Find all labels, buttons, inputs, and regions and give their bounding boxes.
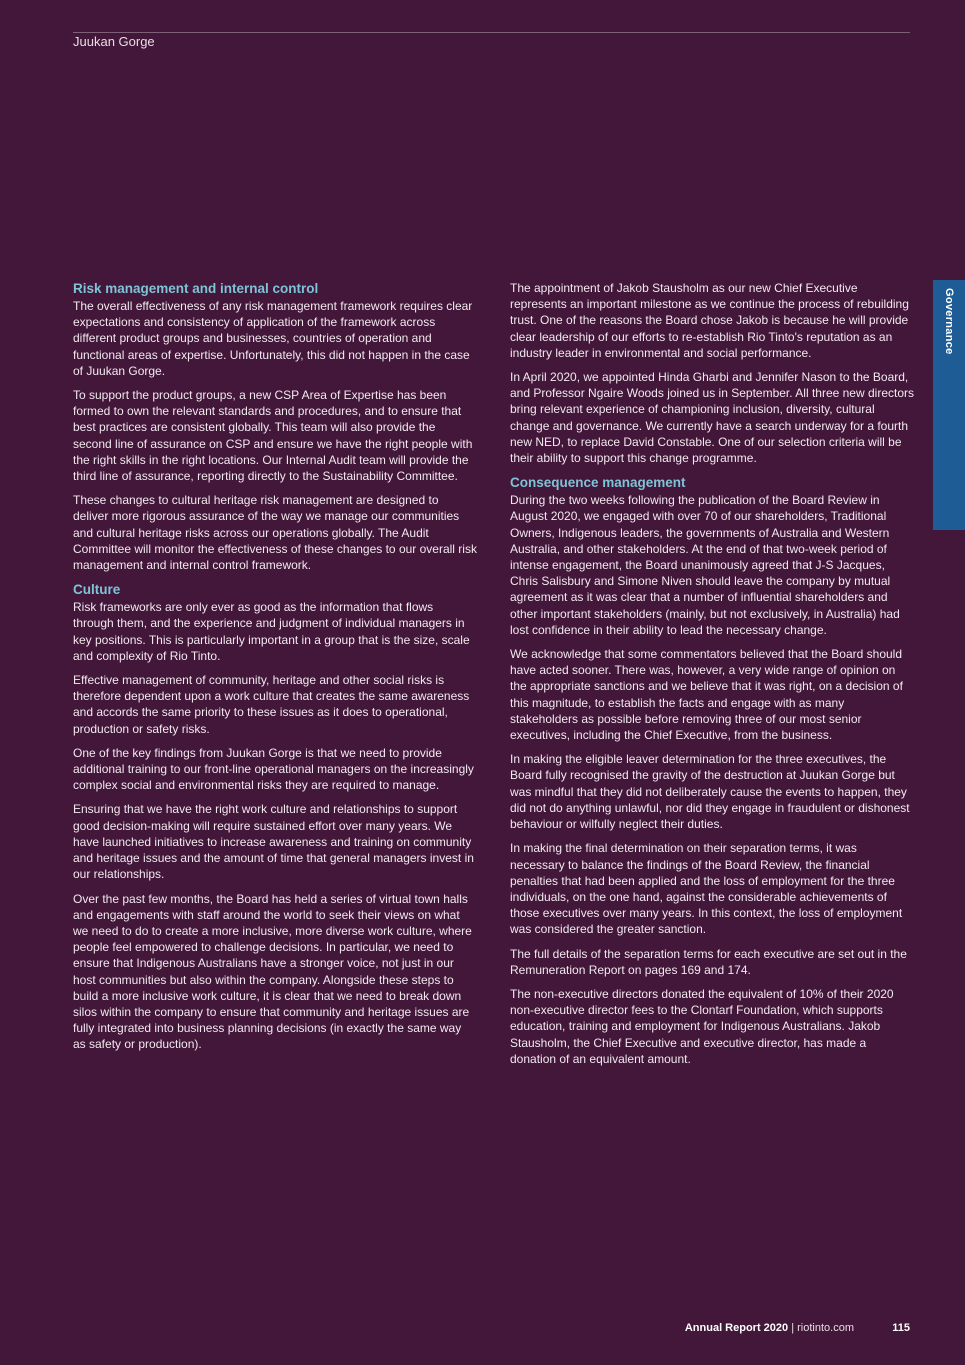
paragraph: These changes to cultural heritage risk management are designed to deliver more rigorous assurance of the way we manage our communities and cultural heritage risks across our operations globally. The Audit Committee will monitor the effectiveness of these changes to our overall risk management and internal control framework. bbox=[73, 493, 477, 573]
paragraph: The overall effectiveness of any risk management framework requires clear expectations and consistency of application of the framework across different product groups and businesses, countries of operation and functional areas of expertise. Unfortunately, this did not happen in the case of Juukan Gorge. bbox=[73, 299, 473, 378]
running-header: Juukan Gorge bbox=[73, 34, 155, 49]
paragraph: We acknowledge that some commentators believed that the Board should have acted sooner. There was, however, a very wide range of opinion on the appropriate sanctions and we believe that it was right, on a decision of this magnitude, to establish the facts and engage with as many stakeholders as possible before removing three of our most senior executives, including the Chief Executive, from the business. bbox=[510, 647, 903, 743]
paragraph: In making the eligible leaver determination for the three executives, the Board fully recognised the gravity of the destruction at Juukan Gorge but was mindful that they did not deliberately cause the events to happen, they did not do anything unlawful, nor did they engage in fraudulent or dishonest behaviour or wilfully neglect their duties. bbox=[510, 752, 910, 832]
paragraph: To support the product groups, a new CSP Area of Expertise has been formed to own the relevant standards and procedures, and to ensure that best practices are consistent globally. This team will also provide the second line of assurance on CSP and ensure we have the right people with the right skills in the right locations. Our Internal Audit team will provide the third line of assurance, reporting directly to the Sustainability Committee. bbox=[73, 388, 473, 484]
footer-report-title: Annual Report 2020 bbox=[684, 1322, 789, 1334]
paragraph: In April 2020, we appointed Hinda Gharbi and Jennifer Nason to the Board, and Professor Ngaire Woods joined us in September. All three new directors bring relevant experience of championing inclusion, diversity, cultural change and governance. We currently have a search underway for a fourth new NED, to replace David Constable. One of our selection criteria will be their ability to support this change programme. bbox=[510, 370, 914, 466]
paragraph: The full details of the separation terms for each executive are set out in the Remuneration Report on pages 169 and 174. bbox=[510, 946, 907, 977]
paragraph: Risk frameworks are only ever as good as the information that flows through them, and the experience and judgment of individual managers in key positions. This is particularly important in a group that is the size, scale and complexity of Rio Tinto. bbox=[73, 600, 470, 663]
footer-separator: | bbox=[788, 1322, 798, 1334]
section-heading-culture: Culture bbox=[73, 582, 121, 598]
section-tab-label: Governance bbox=[943, 288, 955, 355]
paragraph: The appointment of Jakob Stausholm as our new Chief Executive represents an important milestone as we continue the process of rebuilding trust. One of the reasons the Board chose Jakob is because he will provide clear leadership of our efforts to re-establish Rio Tinto's reputation as an industry leader in environmental and social performance. bbox=[510, 281, 909, 360]
paragraph: During the two weeks following the publication of the Board Review in August 2020, we engaged with over 70 of our shareholders, Traditional Owners, Indigenous leaders, the governments of Australia and Western Australia, and other stakeholders. At the end of that two-week period of intense engagement, the Board unanimously agreed that J-S Jacques, Chris Salisbury and Simone Niven should leave the company by mutual agreement as it was clear that a number of influential shareholders and other important stakeholders (mainly, but not exclusively, in Australia) had lost confidence in their ability to lead the necessary change. bbox=[510, 493, 900, 637]
header-rule bbox=[73, 32, 910, 33]
paragraph: The non-executive directors donated the equivalent of 10% of their 2020 non-executive director fees to the Clontarf Foundation, which supports education, training and employment for Indigenous Australians. Jakob Stausholm, the Chief Executive and executive director, has made a donation of an equivalent amount. bbox=[510, 986, 894, 1066]
section-heading-risk: Risk management and internal control bbox=[73, 281, 319, 296]
left-column bbox=[73, 280, 477, 1061]
page-number: 115 bbox=[892, 1322, 910, 1334]
paragraph: Over the past few months, the Board has held a series of virtual town halls and engagements with staff around the world to seek their views on what we need to do to create a more inclusive, more diverse work culture, where people feel empowered to challenge decisions. In particular, we need to ensure that Indigenous Australians have a stronger voice, not just in our host communities but also within the company. Alongside these steps to build a more inclusive work culture, it is clear that we need to break down silos within the company to ensure that community and heritage issues are fully integrated into business planning decisions (in exactly the same way as safety or production). bbox=[73, 891, 472, 1052]
paragraph: Ensuring that we have the right work culture and relationships to support good decision-making will require sustained effort over many years. We have launched initiatives to increase awareness and training on community and heritage issues and the amount of time that general managers invest in our relationships. bbox=[73, 802, 474, 882]
paragraph: Effective management of community, heritage and other social risks is therefore dependent upon a work culture that creates the same awareness and accords the same priority to these issues as it does to operational, production or safety risks. bbox=[73, 673, 470, 736]
paragraph: In making the final determination on their separation terms, it was necessary to balance the findings of the Board Review, the financial penalties that had been applied and the loss of employment for the three individuals, on the one hand, against the considerable achievements of those executives over many years. In this context, the loss of employment was considered the greater sanction. bbox=[510, 841, 903, 937]
section-tab[interactable] bbox=[933, 280, 965, 530]
footer-site-link[interactable]: riotinto.com bbox=[797, 1322, 854, 1334]
footer-report-line bbox=[685, 1322, 854, 1334]
section-heading-consequence: Consequence management bbox=[510, 475, 686, 491]
right-column bbox=[510, 280, 914, 1075]
paragraph: One of the key findings from Juukan Gorge is that we need to provide additional training to our front-line operational managers on the increasingly complex social and environmental risks they are required to manage. bbox=[73, 745, 474, 793]
